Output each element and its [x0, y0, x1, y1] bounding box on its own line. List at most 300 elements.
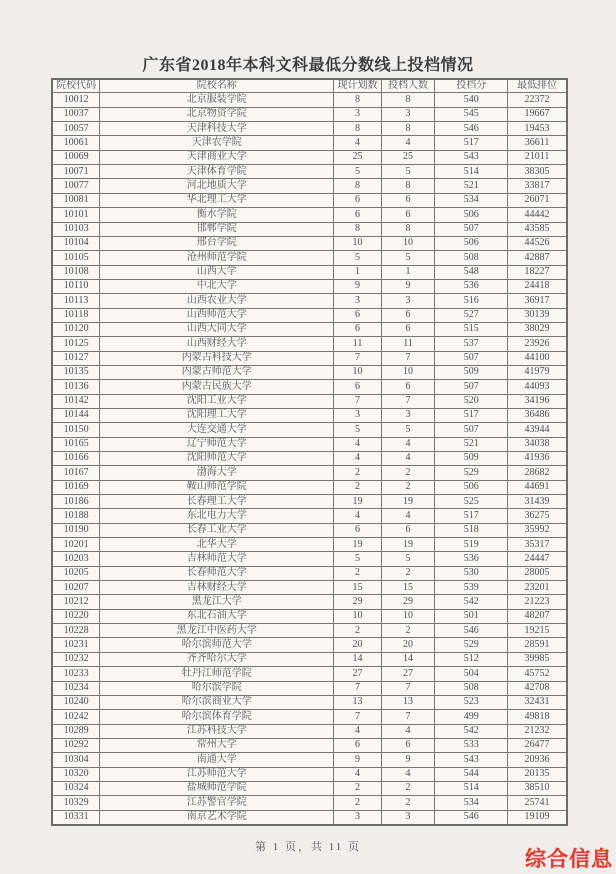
table-cell: 514	[435, 781, 508, 795]
table-cell: 4	[381, 136, 435, 150]
table-cell: 10012	[52, 93, 100, 107]
table-cell: 6	[334, 523, 381, 537]
table-cell: 3	[381, 408, 435, 422]
table-row	[52, 595, 567, 609]
table-cell: 34196	[508, 394, 567, 408]
table-cell: 哈尔滨商业大学	[100, 695, 334, 709]
table-cell: 15	[334, 581, 381, 595]
table-cell: 32431	[508, 695, 567, 709]
table-cell: 天津科技大学	[100, 122, 334, 136]
table-cell: 39985	[508, 652, 567, 666]
table-row	[52, 423, 567, 437]
table-cell: 507	[435, 222, 508, 236]
table-cell: 5	[334, 423, 381, 437]
table-cell: 10205	[52, 566, 100, 580]
table-cell: 509	[435, 365, 508, 379]
table-cell: 10135	[52, 365, 100, 379]
table-cell: 536	[435, 552, 508, 566]
table-cell: 14	[334, 652, 381, 666]
table-cell: 吉林师范大学	[100, 552, 334, 566]
table-cell: 8	[334, 179, 381, 193]
table-cell: 546	[435, 624, 508, 638]
table-cell: 8	[381, 122, 435, 136]
table-cell: 10120	[52, 322, 100, 336]
table-cell: 10190	[52, 523, 100, 537]
table-cell: 512	[435, 652, 508, 666]
table-cell: 42708	[508, 681, 567, 695]
table-cell: 东北石油大学	[100, 609, 334, 623]
table-cell: 543	[435, 150, 508, 164]
table-cell: 507	[435, 380, 508, 394]
table-cell: 525	[435, 495, 508, 509]
table-cell: 10136	[52, 380, 100, 394]
table-row	[52, 738, 567, 752]
table-cell: 11	[334, 337, 381, 351]
table-cell: 23201	[508, 581, 567, 595]
table-cell: 5	[334, 552, 381, 566]
table-cell: 20	[334, 638, 381, 652]
table-cell: 2	[381, 781, 435, 795]
table-cell: 515	[435, 322, 508, 336]
table-cell: 27	[334, 667, 381, 681]
column-header: 院校代码	[52, 79, 100, 93]
score-table	[51, 78, 568, 826]
table-cell: 548	[435, 265, 508, 279]
table-row	[52, 251, 567, 265]
table-cell: 19	[334, 495, 381, 509]
table-cell: 43944	[508, 423, 567, 437]
table-cell: 19667	[508, 107, 567, 121]
table-row	[52, 236, 567, 250]
table-cell: 23926	[508, 337, 567, 351]
table-row	[52, 322, 567, 336]
table-cell: 19109	[508, 810, 567, 825]
table-cell: 辽宁师范大学	[100, 437, 334, 451]
table-cell: 521	[435, 437, 508, 451]
table-cell: 4	[381, 509, 435, 523]
table-cell: 10	[381, 609, 435, 623]
table-cell: 43585	[508, 222, 567, 236]
table-cell: 江苏警官学院	[100, 796, 334, 810]
table-cell: 517	[435, 509, 508, 523]
table-cell: 517	[435, 136, 508, 150]
table-cell: 533	[435, 738, 508, 752]
table-cell: 8	[381, 93, 435, 107]
table-cell: 19	[381, 538, 435, 552]
table-cell: 华北理工大学	[100, 193, 334, 207]
table-cell: 10233	[52, 667, 100, 681]
table-cell: 吉林财经大学	[100, 581, 334, 595]
table-cell: 6	[334, 308, 381, 322]
table-cell: 10320	[52, 767, 100, 781]
table-cell: 517	[435, 408, 508, 422]
table-cell: 520	[435, 394, 508, 408]
table-cell: 黑龙江中医药大学	[100, 624, 334, 638]
table-cell: 15	[381, 581, 435, 595]
table-cell: 邯郸学院	[100, 222, 334, 236]
page-title: 广东省2018年本科文科最低分数线上投档情况	[142, 57, 474, 74]
table-row	[52, 136, 567, 150]
table-cell: 10144	[52, 408, 100, 422]
table-cell: 501	[435, 609, 508, 623]
table-cell: 4	[334, 767, 381, 781]
table-cell: 河北地质大学	[100, 179, 334, 193]
table-cell: 10108	[52, 265, 100, 279]
table-cell: 10212	[52, 595, 100, 609]
table-row	[52, 724, 567, 738]
table-cell: 7	[334, 681, 381, 695]
table-row	[52, 308, 567, 322]
table-cell: 7	[381, 351, 435, 365]
table-cell: 10071	[52, 165, 100, 179]
table-cell: 沧州师范学院	[100, 251, 334, 265]
table-cell: 542	[435, 724, 508, 738]
table-cell: 534	[435, 193, 508, 207]
table-cell: 24418	[508, 279, 567, 293]
table-cell: 10289	[52, 724, 100, 738]
table-row	[52, 452, 567, 466]
table-cell: 25	[334, 150, 381, 164]
table-row	[52, 437, 567, 451]
table-row	[52, 265, 567, 279]
table-cell: 13	[334, 695, 381, 709]
table-cell: 齐齐哈尔大学	[100, 652, 334, 666]
table-cell: 33817	[508, 179, 567, 193]
table-cell: 35317	[508, 538, 567, 552]
table-cell: 6	[334, 738, 381, 752]
table-cell: 沈阳理工大学	[100, 408, 334, 422]
table-cell: 4	[334, 437, 381, 451]
column-header: 现计划数	[334, 79, 381, 93]
table-cell: 10201	[52, 538, 100, 552]
table-row	[52, 652, 567, 666]
table-cell: 北京物资学院	[100, 107, 334, 121]
table-cell: 山西农业大学	[100, 294, 334, 308]
table-row	[52, 222, 567, 236]
table-cell: 25741	[508, 796, 567, 810]
table-cell: 10304	[52, 753, 100, 767]
table-cell: 9	[334, 279, 381, 293]
table-row	[52, 122, 567, 136]
table-cell: 10242	[52, 710, 100, 724]
table-cell: 8	[381, 222, 435, 236]
table-cell: 508	[435, 681, 508, 695]
table-cell: 10240	[52, 695, 100, 709]
table-cell: 2	[381, 624, 435, 638]
table-cell: 2	[381, 466, 435, 480]
table-cell: 2	[334, 566, 381, 580]
table-cell: 10077	[52, 179, 100, 193]
table-row	[52, 394, 567, 408]
table-cell: 544	[435, 767, 508, 781]
table-cell: 内蒙古民族大学	[100, 380, 334, 394]
table-cell: 东北电力大学	[100, 509, 334, 523]
table-row	[52, 150, 567, 164]
table-cell: 10186	[52, 495, 100, 509]
table-row	[52, 294, 567, 308]
table-cell: 36611	[508, 136, 567, 150]
table-cell: 34038	[508, 437, 567, 451]
table-cell: 21223	[508, 595, 567, 609]
table-row	[52, 193, 567, 207]
table-cell: 5	[381, 423, 435, 437]
table-cell: 2	[381, 796, 435, 810]
table-cell: 8	[334, 222, 381, 236]
table-cell: 523	[435, 695, 508, 709]
table-row	[52, 208, 567, 222]
table-cell: 10101	[52, 208, 100, 222]
table-cell: 天津商业大学	[100, 150, 334, 164]
table-cell: 10104	[52, 236, 100, 250]
table-cell: 山西财经大学	[100, 337, 334, 351]
table-cell: 26477	[508, 738, 567, 752]
table-cell: 499	[435, 710, 508, 724]
table-cell: 山西大学	[100, 265, 334, 279]
table-cell: 北京服装学院	[100, 93, 334, 107]
table-row	[52, 566, 567, 580]
table-cell: 22372	[508, 93, 567, 107]
table-cell: 3	[334, 107, 381, 121]
table-cell: 6	[381, 322, 435, 336]
table-cell: 2	[334, 781, 381, 795]
table-cell: 长春师范大学	[100, 566, 334, 580]
table-cell: 南通大学	[100, 753, 334, 767]
table-cell: 6	[381, 738, 435, 752]
table-cell: 25	[381, 150, 435, 164]
table-cell: 19453	[508, 122, 567, 136]
table-cell: 542	[435, 595, 508, 609]
table-cell: 10	[334, 236, 381, 250]
table-cell: 内蒙古科技大学	[100, 351, 334, 365]
table-cell: 48207	[508, 609, 567, 623]
table-row	[52, 480, 567, 494]
table-cell: 543	[435, 753, 508, 767]
table-row	[52, 523, 567, 537]
table-cell: 2	[381, 480, 435, 494]
table-cell: 506	[435, 480, 508, 494]
table-cell: 10113	[52, 294, 100, 308]
table-row	[52, 681, 567, 695]
table-cell: 江苏科技大学	[100, 724, 334, 738]
table-cell: 10	[334, 609, 381, 623]
table-cell: 10220	[52, 609, 100, 623]
table-cell: 6	[381, 380, 435, 394]
table-row	[52, 609, 567, 623]
column-header: 投档分	[435, 79, 508, 93]
table-cell: 534	[435, 796, 508, 810]
table-cell: 36275	[508, 509, 567, 523]
table-cell: 6	[381, 208, 435, 222]
table-cell: 10228	[52, 624, 100, 638]
table-row	[52, 638, 567, 652]
table-cell: 7	[381, 710, 435, 724]
table-cell: 504	[435, 667, 508, 681]
table-row	[52, 179, 567, 193]
table-cell: 黑龙江大学	[100, 595, 334, 609]
table-cell: 10292	[52, 738, 100, 752]
table-cell: 28591	[508, 638, 567, 652]
table-cell: 1	[334, 265, 381, 279]
table-cell: 44442	[508, 208, 567, 222]
table-head	[52, 79, 567, 93]
table-row	[52, 495, 567, 509]
table-cell: 10127	[52, 351, 100, 365]
table-cell: 10142	[52, 394, 100, 408]
table-cell: 2	[334, 466, 381, 480]
table-cell: 6	[381, 523, 435, 537]
table-cell: 13	[381, 695, 435, 709]
table-cell: 盐城师范学院	[100, 781, 334, 795]
table-cell: 20	[381, 638, 435, 652]
table-cell: 41979	[508, 365, 567, 379]
table-cell: 大连交通大学	[100, 423, 334, 437]
table-cell: 516	[435, 294, 508, 308]
table-row	[52, 337, 567, 351]
table-cell: 10232	[52, 652, 100, 666]
table-cell: 44093	[508, 380, 567, 394]
table-cell: 529	[435, 466, 508, 480]
table-row	[52, 365, 567, 379]
table-cell: 10166	[52, 452, 100, 466]
table-cell: 10165	[52, 437, 100, 451]
table-cell: 7	[381, 681, 435, 695]
table-cell: 3	[381, 810, 435, 825]
table-row	[52, 466, 567, 480]
table-body	[52, 93, 567, 825]
table-cell: 29	[381, 595, 435, 609]
table-cell: 7	[334, 710, 381, 724]
table-cell: 中北大学	[100, 279, 334, 293]
table-cell: 2	[334, 624, 381, 638]
table-cell: 4	[334, 452, 381, 466]
table-cell: 6	[334, 208, 381, 222]
table-cell: 7	[381, 394, 435, 408]
table-cell: 27	[381, 667, 435, 681]
table-cell: 3	[381, 107, 435, 121]
table-cell: 38029	[508, 322, 567, 336]
table-row	[52, 781, 567, 795]
table-cell: 牡丹江师范学院	[100, 667, 334, 681]
table-cell: 28682	[508, 466, 567, 480]
table-row	[52, 165, 567, 179]
table-cell: 4	[381, 767, 435, 781]
table-row	[52, 380, 567, 394]
table-cell: 49818	[508, 710, 567, 724]
table-cell: 529	[435, 638, 508, 652]
table-cell: 4	[381, 452, 435, 466]
table-cell: 45752	[508, 667, 567, 681]
table-cell: 6	[381, 308, 435, 322]
column-header: 院校名称	[100, 79, 334, 93]
table-cell: 10057	[52, 122, 100, 136]
table-cell: 3	[334, 810, 381, 825]
table-cell: 44691	[508, 480, 567, 494]
table-cell: 5	[381, 251, 435, 265]
table-cell: 4	[334, 509, 381, 523]
table-cell: 常州大学	[100, 738, 334, 752]
watermark: 综合信息	[525, 848, 613, 871]
table-cell: 2	[381, 566, 435, 580]
table-cell: 南京艺术学院	[100, 810, 334, 825]
table-cell: 6	[334, 380, 381, 394]
table-cell: 18227	[508, 265, 567, 279]
table-cell: 24447	[508, 552, 567, 566]
table-cell: 沈阳师范大学	[100, 452, 334, 466]
table-cell: 19215	[508, 624, 567, 638]
table-cell: 530	[435, 566, 508, 580]
table-cell: 邢台学院	[100, 236, 334, 250]
table-cell: 546	[435, 122, 508, 136]
table-cell: 4	[381, 724, 435, 738]
table-row	[52, 810, 567, 825]
table-cell: 20135	[508, 767, 567, 781]
table-cell: 10167	[52, 466, 100, 480]
table-cell: 10188	[52, 509, 100, 523]
table-cell: 14	[381, 652, 435, 666]
table-cell: 539	[435, 581, 508, 595]
table-cell: 哈尔滨学院	[100, 681, 334, 695]
table-row	[52, 351, 567, 365]
table-cell: 2	[334, 796, 381, 810]
table-cell: 4	[334, 724, 381, 738]
table-cell: 5	[334, 251, 381, 265]
table-row	[52, 624, 567, 638]
table-cell: 509	[435, 452, 508, 466]
table-cell: 3	[334, 408, 381, 422]
table-cell: 26071	[508, 193, 567, 207]
table-cell: 鞍山师范学院	[100, 480, 334, 494]
table-row	[52, 796, 567, 810]
table-cell: 28005	[508, 566, 567, 580]
table-cell: 4	[381, 437, 435, 451]
table-cell: 519	[435, 538, 508, 552]
table-cell: 507	[435, 423, 508, 437]
table-cell: 5	[381, 165, 435, 179]
table-cell: 10150	[52, 423, 100, 437]
table-cell: 哈尔滨体育学院	[100, 710, 334, 724]
table-cell: 36917	[508, 294, 567, 308]
table-cell: 9	[381, 279, 435, 293]
table-cell: 10	[381, 365, 435, 379]
table-cell: 536	[435, 279, 508, 293]
table-cell: 10203	[52, 552, 100, 566]
table-cell: 10207	[52, 581, 100, 595]
table-cell: 7	[334, 351, 381, 365]
table-cell: 10118	[52, 308, 100, 322]
table-cell: 10081	[52, 193, 100, 207]
table-cell: 31439	[508, 495, 567, 509]
table-row	[52, 408, 567, 422]
table-cell: 44100	[508, 351, 567, 365]
table-cell: 渤海大学	[100, 466, 334, 480]
table-cell: 518	[435, 523, 508, 537]
table-cell: 38305	[508, 165, 567, 179]
table-cell: 2	[334, 480, 381, 494]
table-cell: 508	[435, 251, 508, 265]
table-cell: 29	[334, 595, 381, 609]
table-row	[52, 279, 567, 293]
table-cell: 35992	[508, 523, 567, 537]
table-cell: 21232	[508, 724, 567, 738]
table-cell: 天津农学院	[100, 136, 334, 150]
table-cell: 5	[381, 552, 435, 566]
table-cell: 8	[334, 122, 381, 136]
table-cell: 10331	[52, 810, 100, 825]
table-row	[52, 538, 567, 552]
table-cell: 521	[435, 179, 508, 193]
table-cell: 哈尔滨师范大学	[100, 638, 334, 652]
table-header-row	[52, 79, 567, 93]
